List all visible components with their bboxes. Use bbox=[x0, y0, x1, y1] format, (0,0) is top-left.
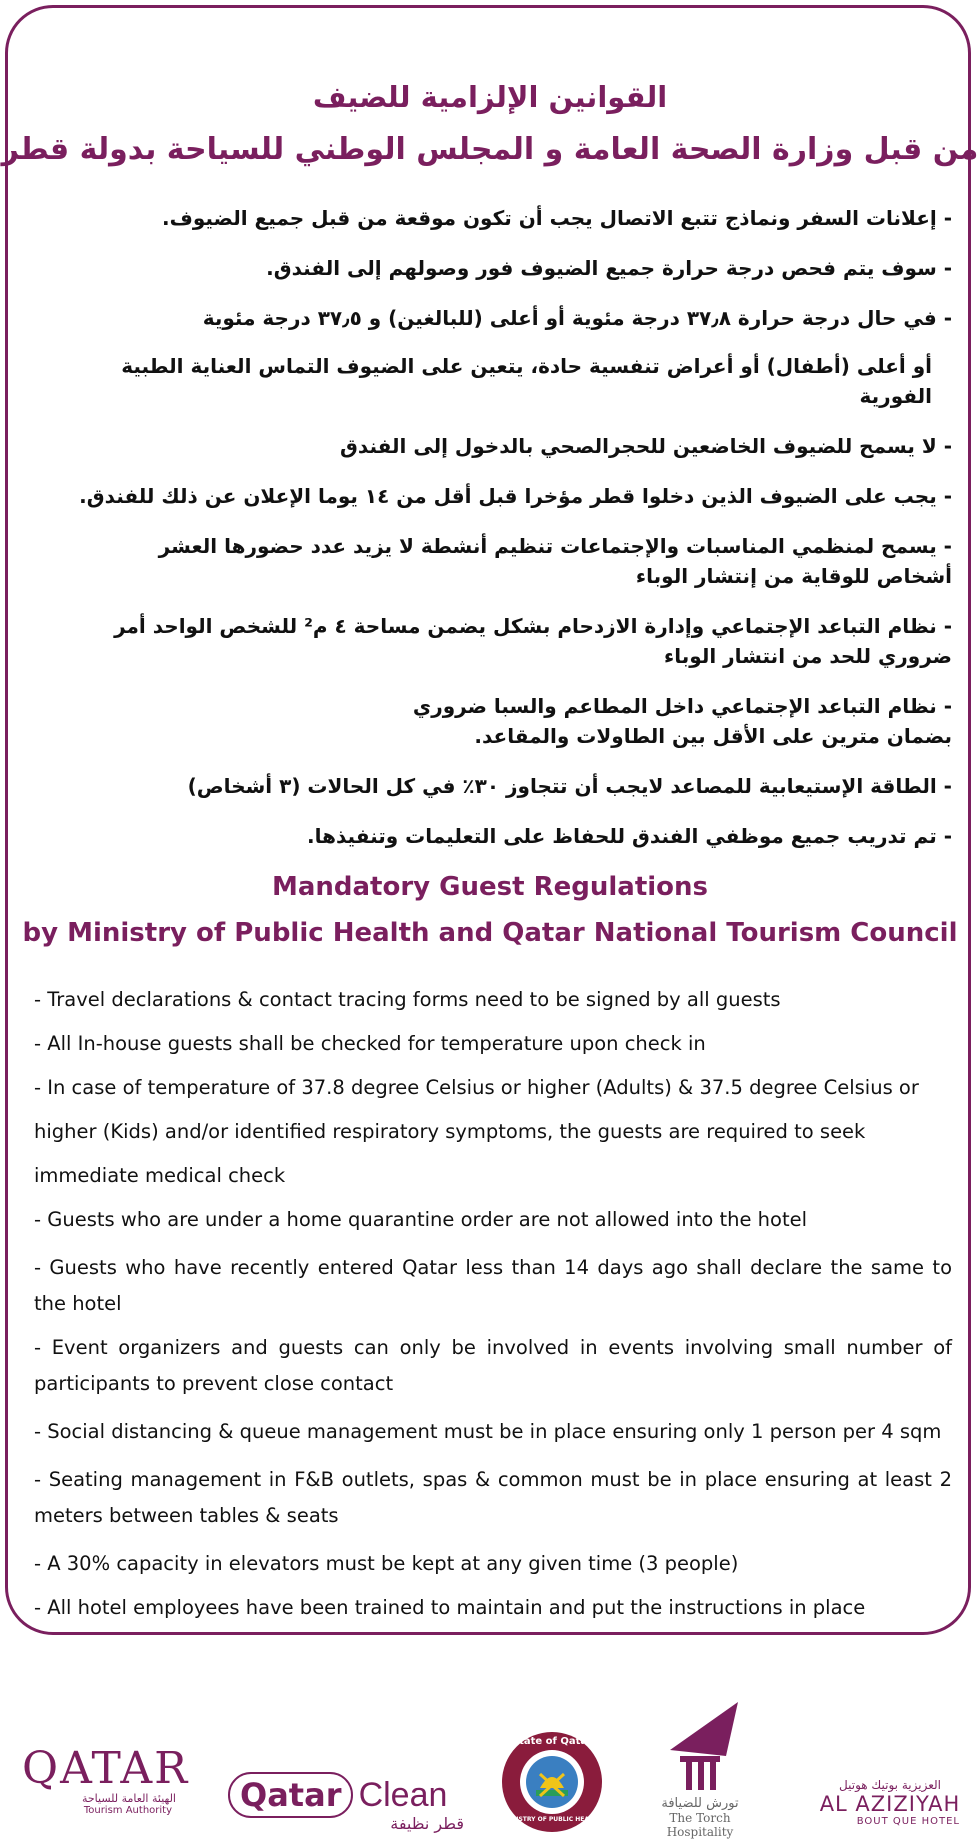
tourism-english: Tourism Authority bbox=[83, 1805, 172, 1816]
english-item: - All hotel employees have been trained to maintain and put the instructions in place bbox=[34, 1596, 866, 1619]
qatar-clean-badge: Qatar bbox=[228, 1772, 353, 1818]
ministry-seal bbox=[500, 1730, 604, 1834]
arabic-item-continuation: أو أعلى (أطفال) أو أعراض تنفسية حادة، يتعين على الضيوف التماس العناية الطبية الفورية bbox=[121, 354, 932, 408]
torch-english: The Torch Hospitality bbox=[666, 1811, 734, 1839]
torch-arabic: تورش للضيافة bbox=[661, 1796, 739, 1811]
english-item: - Guests who are under a home quarantine order are not allowed into the hotel bbox=[34, 1208, 808, 1231]
partner-logos bbox=[0, 1680, 980, 1839]
arabic-item: - سوف يتم فحص درجة حرارة جميع الضيوف فور وصولهم إلى الفندق. bbox=[266, 256, 952, 280]
arabic-item: - إعلانات السفر ونماذج تتبع الاتصال يجب أن تكون موقعة من قبل جميع الضيوف. bbox=[161, 206, 952, 230]
qatar-tourism-logo bbox=[22, 1743, 192, 1816]
english-item: - Social distancing & queue management must be in place ensuring only 1 person per 4 sqm bbox=[34, 1420, 942, 1443]
arabic-subtitle: من قبل وزارة الصحة العامة و المجلس الوطني للسياحة بدولة قطر bbox=[1, 132, 979, 167]
clean-arabic: قطر نظيفة bbox=[390, 1814, 464, 1833]
english-item: - All In-house guests shall be checked for temperature upon check in bbox=[34, 1032, 706, 1055]
arabic-item: - الطاقة الإستيعابية للمصاعد لايجب أن تتجاوز ٣٠٪ في كل الحالات (٣ أشخاص) bbox=[187, 774, 952, 798]
qatar-wordmark: QATAR bbox=[22, 1743, 190, 1794]
qatar-clean-logo bbox=[228, 1772, 468, 1833]
english-item: - In case of temperature of 37.8 degree Celsius or higher (Adults) & 37.5 degree Celsius or higher (Kids) and/or identified respiratory symptoms, the guests are required to seek immediate medical check bbox=[34, 1076, 919, 1187]
aziziyah-name: AL AZIZIYAH bbox=[819, 1792, 961, 1816]
arabic-title: القوانين الإلزامية للضيف bbox=[312, 80, 668, 114]
english-item: - Event organizers and guests can only be involved in events involving small number of participants to prevent close contact bbox=[34, 1336, 952, 1395]
arabic-item: - نظام التباعد الإجتماعي وإدارة الازدحام بشكل يضمن مساحة ٤ م² للشخص الواحد أمر ضروري للحد من انتشار الوباء bbox=[114, 614, 952, 668]
al-aziziyah-logo bbox=[810, 1778, 970, 1827]
seal-top-text: State of Qatar bbox=[511, 1736, 593, 1747]
arabic-item: - في حال درجة حرارة ٣٧٫٨ درجة مئوية أو أعلى (للبالغين) و ٣٧٫٥ درجة مئوية bbox=[202, 306, 952, 330]
arabic-item: - لا يسمح للضيوف الخاضعين للحجرالصحي بالدخول إلى الفندق bbox=[340, 434, 952, 458]
english-title: Mandatory Guest Regulations bbox=[271, 872, 709, 902]
arabic-item: - تم تدريب جميع موظفي الفندق للحفاظ على التعليمات وتنفيذها. bbox=[307, 824, 952, 848]
english-subtitle: by Ministry of Public Health and Qatar National Tourism Council bbox=[22, 918, 958, 948]
arabic-item: - يجب على الضيوف الذين دخلوا قطر مؤخرا قبل أقل من ١٤ يوما الإعلان عن ذلك للفندق. bbox=[79, 484, 952, 508]
english-item: - Guests who have recently entered Qatar less than 14 days ago shall declare the same to the hotel bbox=[34, 1256, 952, 1315]
english-regulations-list bbox=[34, 978, 952, 1630]
aziziyah-arabic: العزيزية بوتيك هوتيل bbox=[839, 1778, 941, 1792]
english-item: - A 30% capacity in elevators must be kept at any given time (3 people) bbox=[34, 1552, 739, 1575]
arabic-item: - نظام التباعد الإجتماعي داخل المطاعم والسبا ضروري بضمان مترين على الأقل بين الطاولات والمقاعد. bbox=[412, 694, 952, 748]
tourism-arabic: الهيئة العامة للسياحة bbox=[81, 1792, 176, 1805]
english-item: - Travel declarations & contact tracing forms need to be signed by all guests bbox=[34, 988, 781, 1011]
arabic-item: - يسمح لمنظمي المناسبات والإجتماعات تنظيم أنشطة لا يزيد عدد حضورها العشر أشخاص للوقاية من إنتشار الوباء bbox=[158, 534, 952, 588]
clean-word: Clean bbox=[358, 1776, 448, 1814]
arabic-regulations-list bbox=[52, 203, 952, 871]
seal-bottom-text: MINISTRY OF PUBLIC HEALTH bbox=[503, 1816, 601, 1823]
aziziyah-sub: BOUT QUE HOTEL bbox=[856, 1816, 960, 1827]
torch-hospitality-logo bbox=[640, 1692, 760, 1839]
torch-icon bbox=[640, 1692, 760, 1792]
english-item: - Seating management in F&B outlets, spas & common must be in place ensuring at least 2 meters between tables & seats bbox=[34, 1468, 952, 1527]
